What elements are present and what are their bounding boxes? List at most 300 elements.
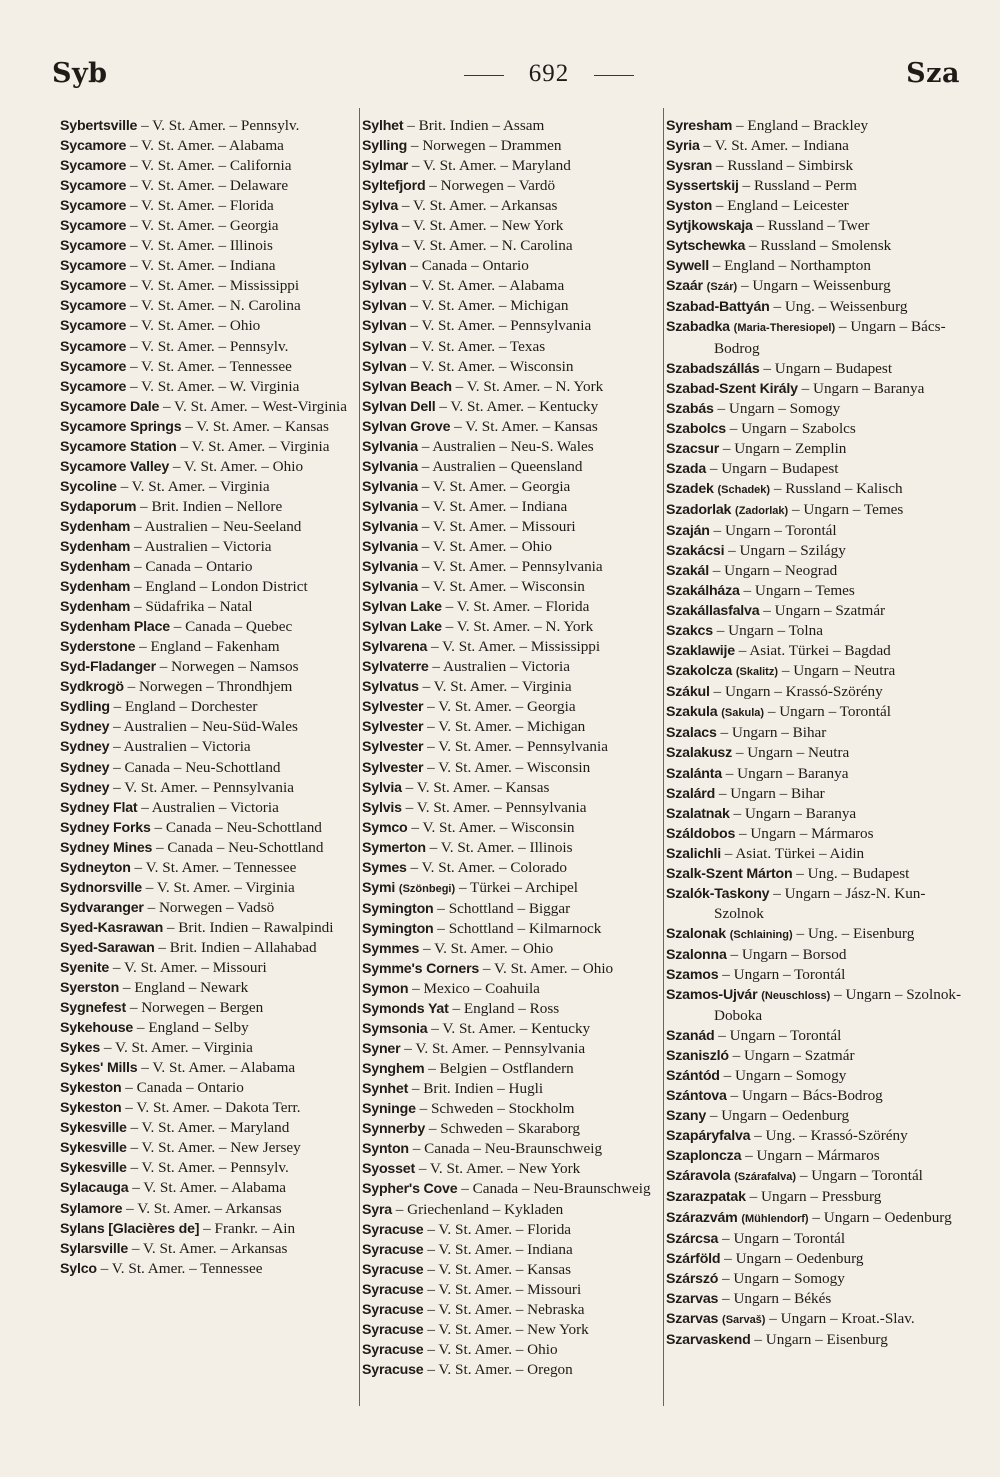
entry-location: – V. St. Amer. – Florida (445, 598, 590, 616)
entry-place-name: Szabadka (666, 319, 730, 336)
entry-place-name: Sycamore (60, 318, 127, 335)
gazetteer-entry (666, 399, 964, 419)
entry-place-name: Symington (362, 920, 434, 937)
gazetteer-entry (666, 1046, 964, 1066)
entry-place-name: Syd-Fladanger (60, 659, 156, 676)
entry-place-name: Syninge (362, 1101, 416, 1118)
gazetteer-entry (666, 1106, 964, 1126)
gazetteer-entry (60, 998, 356, 1018)
entry-place-name: Sylvania (362, 458, 418, 475)
entry-place-name: Szaján (666, 522, 710, 539)
entry-location: – Ungarn – Békés (722, 1289, 832, 1307)
entry-location: – V. St. Amer. – Indiana (130, 257, 276, 275)
entry-place-name: Sycamore (60, 298, 127, 315)
entry-place-name: Sycamore (60, 378, 127, 395)
entry-location: – Ungarn – Bihar (718, 784, 825, 802)
gazetteer-entry (666, 1289, 964, 1309)
entry-location: – Ungarn – Oedenburg (812, 1208, 952, 1226)
gazetteer-entry (362, 156, 662, 176)
entry-location: – V. St. Amer. – Ohio (427, 1340, 558, 1358)
gazetteer-entry (666, 419, 964, 439)
gazetteer-entry (666, 804, 964, 824)
entry-place-name: Syra (362, 1201, 392, 1218)
entry-location: – Ungarn – Borsod (730, 945, 847, 963)
gazetteer-entry (362, 919, 662, 939)
gazetteer-entry (60, 557, 356, 577)
entry-place-name: Sylvan Lake (362, 599, 442, 616)
entry-location: – V. St. Amer. – Maryland (130, 1119, 290, 1137)
entry-location: – Ungarn – Oedenburg (709, 1107, 850, 1125)
entry-place-name: Sylvania (362, 478, 418, 495)
entry-location: – Brit. Indien – Nellore (140, 497, 283, 515)
entry-place-name: Szaploncza (666, 1148, 742, 1165)
entry-location: – Brit. Indien – Allahabad (158, 938, 317, 956)
gazetteer-entry (666, 479, 964, 500)
entry-location: – England – Northampton (712, 257, 871, 275)
entry-location: – Australien – Neu-Süd-Wales (113, 718, 298, 736)
entry-place-name: Syston (666, 198, 713, 215)
entry-alternate-name: (Schadek) (717, 483, 771, 496)
gazetteer-entry (666, 1330, 964, 1350)
entry-place-name: Syracuse (362, 1281, 424, 1298)
column-divider (359, 108, 360, 1406)
gazetteer-entry (666, 1126, 964, 1146)
entry-place-name: Sykesville (60, 1140, 127, 1157)
entry-location: – Ungarn – Torontál (767, 703, 891, 721)
entry-place-name: Szakula (666, 704, 718, 721)
entry-place-name: Sypher's Cove (362, 1181, 458, 1198)
gazetteer-entry (60, 737, 356, 757)
entry-place-name: Symsonia (362, 1021, 428, 1038)
entry-place-name: Syracuse (362, 1301, 424, 1318)
entry-location: – Russland – Smolensk (749, 237, 892, 255)
entry-place-name: Sycamore Valley (60, 458, 170, 475)
gazetteer-entry (60, 216, 356, 236)
entry-location: – Ungarn – Somogy (723, 1067, 847, 1085)
gazetteer-entry (362, 1099, 662, 1119)
entry-alternate-name: (Sakula) (721, 707, 765, 720)
entry-place-name: Sydney Flat (60, 799, 138, 816)
gazetteer-entry (362, 818, 662, 838)
gazetteer-entry (666, 156, 964, 176)
entry-location: – Ungarn – Torontál (713, 521, 837, 539)
entry-place-name: Sylamore (60, 1200, 123, 1217)
gazetteer-entry (362, 1119, 662, 1139)
entry-place-name: Száldobos (666, 825, 736, 842)
page-header (52, 58, 960, 98)
entry-location: – Canada – Neu-Schottland (156, 838, 324, 856)
entry-place-name: Sylvester (362, 699, 424, 716)
entry-location: – V. St. Amer. – Dakota Terr. (125, 1099, 301, 1117)
gazetteer-entry (60, 1098, 356, 1118)
gazetteer-entry (60, 196, 356, 216)
entry-place-name: Syed-Sarawan (60, 939, 155, 956)
entry-location: – England – Selby (136, 1019, 249, 1037)
entry-location: – V. St. Amer. – Pennsylvania (410, 317, 592, 335)
gazetteer-entry (362, 838, 662, 858)
gazetteer-entry (60, 296, 356, 316)
entry-location: – Ungarn – Baranya (725, 764, 849, 782)
entry-place-name: Sylans [Glacières de] (60, 1220, 200, 1237)
gazetteer-entry (362, 216, 662, 236)
gazetteer-entry (60, 637, 356, 657)
entry-place-name: Szalonak (666, 925, 726, 942)
entry-place-name: Szabad-Szent Király (666, 380, 798, 397)
entry-place-name: Syracuse (362, 1241, 424, 1258)
gazetteer-entry (60, 417, 356, 437)
entry-place-name: Sybertsville (60, 118, 138, 134)
gazetteer-entry (362, 1039, 662, 1059)
entry-alternate-name: (Zadorlak) (735, 504, 789, 517)
entry-location: – England – Brackley (736, 117, 869, 134)
entry-location: – Norwegen – Vadsö (147, 898, 275, 916)
entry-location: – V. St. Amer. – Missouri (427, 1280, 582, 1298)
entry-place-name: Sydney (60, 779, 110, 796)
entry-location: – England – Dorchester (113, 698, 258, 716)
gazetteer-entry (362, 176, 662, 196)
gazetteer-entry (666, 136, 964, 156)
entry-location: – V. St. Amer. – Georgia (130, 217, 279, 235)
gazetteer-entry (666, 256, 964, 276)
gazetteer-entry (60, 357, 356, 377)
gazetteer-entry (362, 657, 662, 677)
entry-alternate-name: (Neuschloss) (761, 990, 831, 1003)
gazetteer-entry (666, 743, 964, 763)
gazetteer-entry (666, 196, 964, 216)
entry-location: – Ungarn – Baranya (801, 379, 925, 397)
entry-place-name: Szakcs (666, 623, 713, 640)
entry-location: – V. St. Amer. – Pennsylv. (130, 1159, 289, 1177)
gazetteer-entry (362, 878, 662, 899)
entry-location: – V. St. Amer. – Illinois (130, 237, 273, 255)
gazetteer-entry (666, 884, 964, 924)
entry-place-name: Szalánta (666, 765, 722, 782)
entry-location: – V. St. Amer. – West-Virginia (162, 397, 347, 415)
entry-location: – V. St. Amer. – Pennsylvania (421, 558, 603, 576)
entry-place-name: Sylvis (362, 799, 402, 816)
entry-place-name: Sydneyton (60, 859, 131, 876)
entry-place-name: Sylvan (362, 338, 407, 355)
entry-alternate-name: (Skalitz) (735, 666, 779, 679)
entry-place-name: Sylvarena (362, 639, 428, 656)
entry-location: – Ung. – Krassó-Szörény (754, 1127, 908, 1145)
entry-place-name: Sylvatus (362, 679, 419, 696)
entry-location: – V. St. Amer. – Michigan (410, 297, 569, 315)
entry-location: – V. St. Amer. – Pennsylvania (427, 738, 608, 756)
entry-location: – Ungarn – Temes (792, 500, 904, 518)
entry-location: – V. St. Amer. – Ohio (482, 959, 614, 977)
entry-place-name: Szarvas (666, 1310, 719, 1327)
entry-place-name: Sykesville (60, 1160, 127, 1177)
entry-place-name: Sylvester (362, 759, 424, 776)
gazetteer-entry (60, 457, 356, 477)
gazetteer-entry (60, 918, 356, 938)
column-3 (666, 116, 964, 1350)
entry-location: – Schottland – Biggar (437, 899, 571, 917)
entry-place-name: Szalakusz (666, 745, 733, 762)
entry-location: – Ungarn – Oedenburg (724, 1249, 864, 1267)
gazetteer-entry (362, 1300, 662, 1320)
gazetteer-entry (362, 798, 662, 818)
gazetteer-entry (60, 657, 356, 677)
entry-place-name: Sycamore (60, 218, 127, 235)
entry-place-name: Szalók-Taskony (666, 885, 770, 902)
gazetteer-entry (60, 838, 356, 858)
entry-place-name: Sylvester (362, 739, 424, 756)
entry-location: – V. St. Amer. – Kansas (454, 417, 598, 435)
gazetteer-entry (60, 1178, 356, 1198)
entry-place-name: Szántód (666, 1068, 720, 1085)
gazetteer-entry (362, 437, 662, 457)
entry-location: – Ungarn – Budapest (763, 359, 893, 377)
gazetteer-entry (362, 758, 662, 778)
entry-location: – Norwegen – Vardö (429, 177, 556, 195)
entry-location: – V. St. Amer. – Delaware (130, 177, 289, 195)
gazetteer-entry (362, 457, 662, 477)
gazetteer-entry (60, 316, 356, 336)
entry-location: – V. St. Amer. – Georgia (427, 698, 576, 716)
gazetteer-entry (362, 557, 662, 577)
gazetteer-entry (362, 337, 662, 357)
entry-location: – Australien – Victoria (133, 537, 272, 555)
entry-location: – Griechenland – Kykladen (395, 1200, 564, 1218)
entry-location: – V. St. Amer. – Pennsylv. (130, 337, 289, 355)
entry-place-name: Szaár (666, 278, 703, 295)
entry-location: – V. St. Amer. – Pennsylvania (113, 778, 294, 796)
entry-place-name: Sylvania (362, 579, 418, 596)
entry-location: – V. St. Amer. – Florida (130, 197, 274, 215)
entry-location: – V. St. Amer. – Mississippi (431, 638, 601, 656)
entry-location: – V. St. Amer. – Missouri (112, 958, 267, 976)
entry-place-name: Szalacs (666, 725, 717, 742)
entry-place-name: Szakolcza (666, 663, 733, 680)
entry-location: – Ung. – Eisenburg (796, 924, 915, 942)
entry-location: – Ungarn – Temes (743, 582, 855, 600)
entry-place-name: Symon (362, 981, 409, 998)
entry-location: – Australien – Queensland (421, 457, 583, 475)
entry-place-name: Sykes (60, 1040, 101, 1057)
gazetteer-entry (60, 1058, 356, 1078)
gazetteer-entry (362, 737, 662, 757)
gazetteer-entry (60, 617, 356, 637)
entry-location: – Ungarn – Weissenburg (741, 277, 891, 295)
entry-place-name: Szántova (666, 1088, 727, 1105)
entry-location: – Brit. Indien – Hugli (411, 1080, 544, 1098)
gazetteer-entry (666, 1086, 964, 1106)
entry-place-name: Sylvan Dell (362, 398, 436, 415)
entry-place-name: Szalárd (666, 785, 716, 802)
entry-location: – V. St. Amer. – W. Virginia (130, 377, 300, 395)
entry-location: – V. St. Amer. – Virginia (145, 878, 295, 896)
entry-location: – Ungarn – Bács-Bodrog (730, 1087, 883, 1105)
gazetteer-entry (60, 938, 356, 958)
entry-location: – England – Fakenham (139, 638, 280, 656)
entry-place-name: Szabad-Battyán (666, 299, 770, 316)
entry-location: – Ungarn – Bihar (720, 724, 827, 742)
entry-location: – Ungarn – Eisenburg (754, 1330, 888, 1348)
gazetteer-entry (362, 1220, 662, 1240)
entry-place-name: Symes (362, 859, 407, 876)
entry-place-name: Sylco (60, 1260, 97, 1277)
gazetteer-entry (666, 924, 964, 945)
entry-place-name: Szamos (666, 966, 719, 983)
gazetteer-entry (362, 959, 662, 979)
entry-place-name: Sycamore (60, 238, 127, 255)
entry-place-name: Sylvania (362, 438, 418, 455)
entry-location: – V. St. Amer. – Pennsylv. (141, 117, 300, 134)
entry-location: – V. St. Amer. – Alabama (141, 1059, 296, 1077)
gazetteer-entry (60, 717, 356, 737)
entry-place-name: Szárszó (666, 1270, 719, 1287)
entry-location: – V. St. Amer. – Indiana (421, 497, 568, 515)
entry-place-name: Syracuse (362, 1221, 424, 1238)
gazetteer-entry (60, 176, 356, 196)
entry-location: – Ungarn – Budapest (709, 459, 839, 477)
entry-location: – Ungarn – Neutra (781, 662, 896, 680)
entry-location: – V. St. Amer. – Virginia (422, 678, 572, 696)
gazetteer-entry (362, 677, 662, 697)
gazetteer-entry (362, 637, 662, 657)
entry-location: – Norwegen – Namsos (159, 658, 299, 676)
entry-alternate-name: (Szár) (706, 281, 738, 294)
entry-location: – Ungarn – Kroat.-Slav. (769, 1309, 915, 1327)
entry-place-name: Syed-Kasrawan (60, 919, 164, 936)
gazetteer-entry (362, 136, 662, 156)
gazetteer-entry (666, 702, 964, 723)
entry-location: – Russland – Twer (756, 217, 870, 235)
gazetteer-entry (362, 497, 662, 517)
entry-location: – Asiat. Türkei – Bagdad (738, 642, 891, 660)
entry-location: – England – Newark (122, 979, 249, 997)
entry-place-name: Szárazvám (666, 1209, 738, 1226)
entry-place-name: Sylvan Beach (362, 378, 452, 395)
entry-place-name: Sycamore Station (60, 438, 177, 455)
entry-alternate-name: (Szárafalva) (734, 1171, 797, 1184)
gazetteer-entry (60, 858, 356, 878)
gazetteer-entry (60, 697, 356, 717)
entry-place-name: Szarvas (666, 1290, 719, 1307)
entry-location: – V. St. Amer. – New York (427, 1320, 589, 1338)
gazetteer-entry (362, 517, 662, 537)
gazetteer-entry (362, 1059, 662, 1079)
entry-location: – Canada – Quebec (173, 618, 293, 636)
entry-place-name: Sycamore (60, 278, 127, 295)
entry-place-name: Sylvan (362, 258, 407, 275)
gazetteer-entry (666, 1146, 964, 1166)
entry-place-name: Syresham (666, 118, 733, 134)
entry-location: – Norwegen – Drammen (410, 137, 562, 155)
entry-place-name: Sykehouse (60, 1020, 134, 1037)
entry-location: – V. St. Amer. – Mississippi (130, 277, 300, 295)
entry-place-name: Sylmar (362, 158, 409, 175)
gazetteer-entry (60, 597, 356, 617)
entry-location: – Ungarn – Mármaros (738, 824, 874, 842)
entry-location: – V. St. Amer. – Arkansas (401, 197, 558, 215)
gazetteer-entry (60, 878, 356, 898)
gazetteer-entry (666, 985, 964, 1026)
entry-location: – Australien – Neu-S. Wales (421, 437, 594, 455)
gazetteer-entry (60, 437, 356, 457)
gazetteer-entry (666, 1208, 964, 1229)
gazetteer-entry (60, 1199, 356, 1219)
entry-place-name: Symonds Yat (362, 1001, 449, 1018)
entry-location: – V. St. Amer. – N. York (455, 377, 604, 395)
entry-location: – England – Leicester (715, 197, 849, 215)
entry-location: – Ungarn – Mármaros (745, 1147, 880, 1165)
entry-place-name: Synhet (362, 1081, 409, 1098)
gazetteer-entry (666, 965, 964, 985)
gazetteer-entry (666, 500, 964, 521)
entry-place-name: Sygnefest (60, 1000, 127, 1017)
gazetteer-entry (362, 858, 662, 878)
entry-location: – Ungarn – Torontál (799, 1167, 923, 1185)
gazetteer-entry (666, 1026, 964, 1046)
entry-place-name: Symerton (362, 839, 426, 856)
entry-place-name: Sydenham (60, 518, 131, 535)
entry-place-name: Sykes' Mills (60, 1060, 138, 1077)
entry-location: – V. St. Amer. – Florida (427, 1220, 572, 1238)
entry-place-name: Sylva (362, 198, 399, 215)
entry-location: – V. St. Amer. – Virginia (103, 1039, 253, 1057)
gazetteer-entry (666, 621, 964, 641)
gazetteer-entry (362, 537, 662, 557)
entry-location: – V. St. Amer. – N. York (445, 618, 594, 636)
entry-location: – England – Ross (452, 1000, 560, 1018)
gazetteer-entry (666, 459, 964, 479)
gazetteer-entry (60, 517, 356, 537)
entry-place-name: Syner (362, 1041, 401, 1058)
entry-place-name: Sycamore Dale (60, 398, 160, 415)
gazetteer-entry (666, 379, 964, 399)
entry-place-name: Sydney (60, 719, 110, 736)
gazetteer-entry (362, 1159, 662, 1179)
entry-location: – Australien – Neu-Seeland (133, 517, 302, 535)
entry-place-name: Sylvania (362, 498, 418, 515)
entry-location: – Ungarn – Szilágy (728, 541, 846, 559)
entry-place-name: Sycamore (60, 258, 127, 275)
gazetteer-entry (362, 778, 662, 798)
gazetteer-entry (362, 1260, 662, 1280)
entry-place-name: Szákul (666, 684, 710, 701)
entry-location: – V. St. Amer. – Ohio (421, 537, 553, 555)
gazetteer-entry (60, 116, 356, 136)
entry-location: – V. St. Amer. – N. Carolina (401, 237, 573, 255)
entry-place-name: Szany (666, 1108, 707, 1125)
entry-place-name: Syria (666, 138, 700, 155)
gazetteer-entry (666, 581, 964, 601)
gazetteer-entry (362, 1179, 662, 1199)
entry-location: – Australien – Victoria (432, 658, 570, 676)
entry-location: – Ungarn – Neutra (735, 744, 850, 762)
entry-place-name: Szadorlak (666, 501, 732, 518)
entry-place-name: Szalk-Szent Márton (666, 865, 793, 882)
entry-place-name: Syracuse (362, 1321, 424, 1338)
entry-place-name: Syracuse (362, 1341, 424, 1358)
entry-location: – Ungarn – Jász-N. Kun-Szolnok (714, 884, 926, 922)
entry-location: – Ungarn – Szatmár (763, 602, 886, 620)
entry-location: – Canada – Neu-Braunschweig (461, 1180, 651, 1198)
gazetteer-entry (362, 236, 662, 256)
entry-location: – V. St. Amer. – Alabama (132, 1179, 287, 1197)
entry-place-name: Syracuse (362, 1361, 424, 1378)
entry-location: – Ung. – Budapest (796, 864, 910, 882)
entry-place-name: Sylvester (362, 719, 424, 736)
entry-location: – Norwegen – Throndhjem (127, 678, 293, 696)
gazetteer-entry (60, 978, 356, 998)
entry-location: – V. St. Amer. – Kentucky (431, 1020, 591, 1038)
entry-location: – Mexico – Coahuila (412, 980, 540, 998)
entry-location: – Russland – Simbirsk (715, 157, 854, 175)
